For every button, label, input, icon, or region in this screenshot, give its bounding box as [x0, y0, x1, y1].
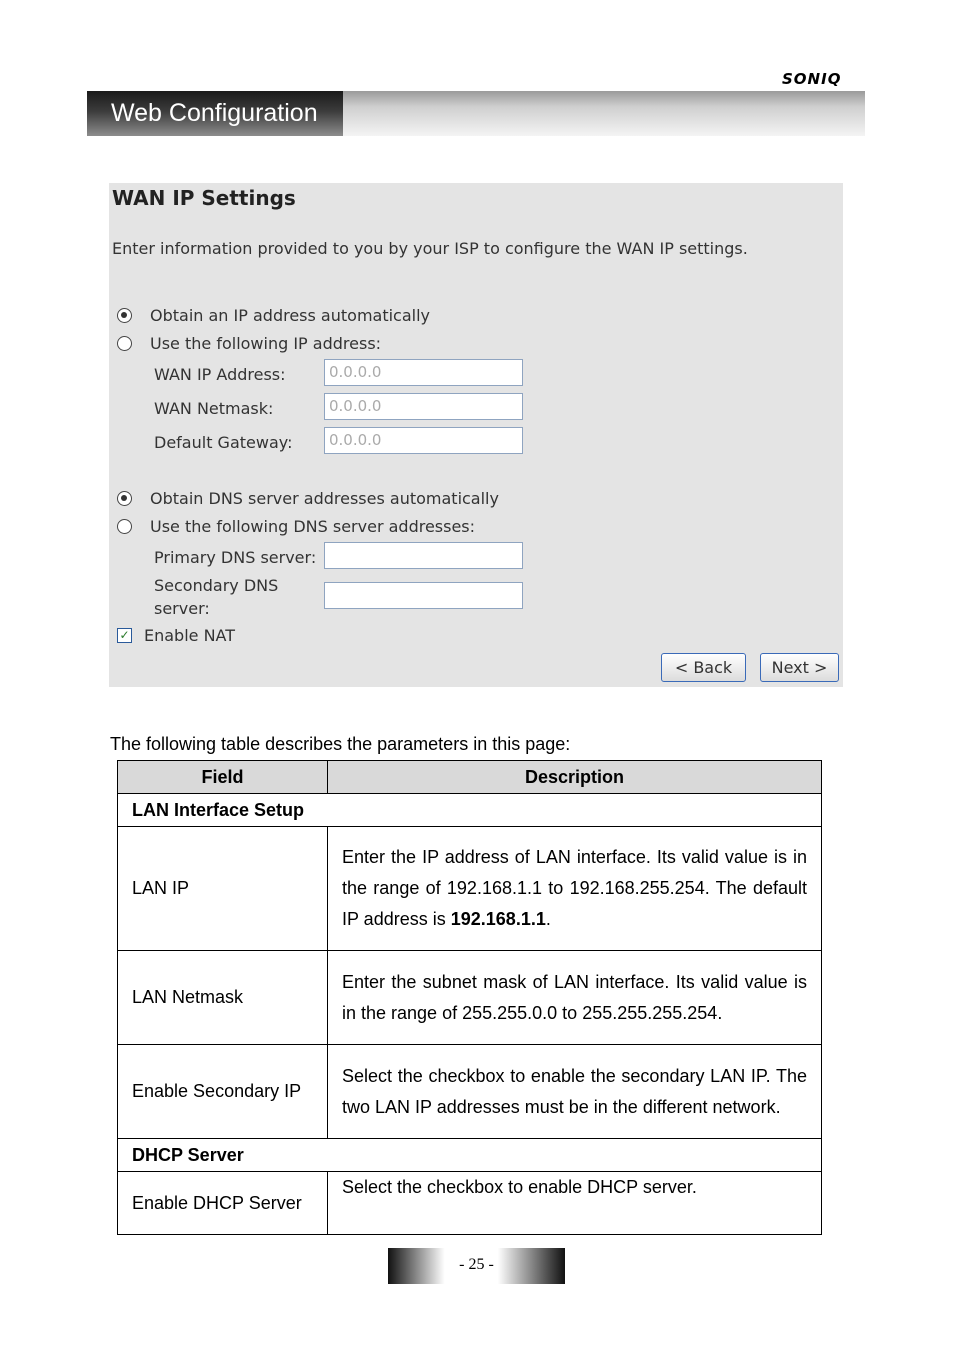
- wan-netmask-label: WAN Netmask:: [154, 399, 274, 418]
- dns-manual-option[interactable]: [117, 517, 475, 536]
- section-dhcp-server: DHCP Server: [118, 1139, 822, 1172]
- field-cell: Enable DHCP Server: [118, 1172, 328, 1235]
- primary-dns-field[interactable]: [324, 542, 523, 569]
- lan-ip-default: 192.168.1.1: [450, 909, 546, 929]
- enable-nat-option[interactable]: [117, 626, 235, 645]
- table-row: [118, 951, 822, 1045]
- section-row: [118, 794, 822, 827]
- dns-auto-label: Obtain DNS server addresses automatically: [150, 489, 499, 508]
- enable-nat-label: Enable NAT: [144, 626, 236, 645]
- table-row: [118, 1045, 822, 1139]
- field-header: Field: [118, 761, 328, 794]
- table-row: [118, 827, 822, 951]
- enable-nat-checkbox[interactable]: ✓: [117, 628, 132, 643]
- gateway-field[interactable]: 0.0.0.0: [324, 427, 523, 454]
- description-cell: Select the checkbox to enable the secondary LAN IP. The two LAN IP addresses must be in the different network.: [328, 1045, 822, 1139]
- table-intro: The following table describes the parameters in this page:: [110, 734, 571, 754]
- section-lan-interface: LAN Interface Setup: [118, 794, 822, 827]
- parameters-table: [117, 760, 822, 1235]
- dns-manual-radio[interactable]: [117, 519, 132, 534]
- dns-manual-label: Use the following DNS server addresses:: [150, 517, 476, 536]
- lan-ip-desc-end: .: [545, 909, 551, 929]
- wan-ip-label: WAN IP Address:: [154, 365, 286, 384]
- description-header: Description: [328, 761, 822, 794]
- screenshot-title: WAN IP Settings: [112, 186, 296, 210]
- ip-manual-label: Use the following IP address:: [150, 334, 382, 353]
- field-cell: LAN Netmask: [118, 951, 328, 1045]
- lan-ip-desc: Enter the IP address of LAN interface. Its valid value is in the range of 192.168.1.1 to 192.168.255.254. The default IP address is: [342, 847, 807, 929]
- ip-auto-radio[interactable]: [117, 308, 132, 323]
- ip-auto-option[interactable]: [117, 306, 430, 325]
- secondary-dns-label: Secondary DNS: [154, 576, 279, 595]
- ip-manual-radio[interactable]: [117, 336, 132, 351]
- wan-ip-settings-screenshot: [109, 183, 843, 687]
- wan-netmask-field[interactable]: 0.0.0.0: [324, 393, 523, 420]
- wan-ip-field[interactable]: 0.0.0.0: [324, 359, 523, 386]
- dns-auto-option[interactable]: [117, 489, 499, 508]
- section-title: Web Configuration: [111, 99, 318, 127]
- field-cell: LAN IP: [118, 827, 328, 951]
- gateway-label: Default Gateway:: [154, 433, 293, 452]
- secondary-dns-field[interactable]: [324, 582, 523, 609]
- page-number: - 25 -: [459, 1256, 494, 1273]
- brand-logo: SONIQ: [782, 70, 842, 88]
- secondary-dns-label-line2: server:: [154, 599, 210, 618]
- table-header-row: [118, 761, 822, 794]
- field-cell: Enable Secondary IP: [118, 1045, 328, 1139]
- description-cell: Select the checkbox to enable DHCP server.: [328, 1172, 822, 1235]
- primary-dns-label: Primary DNS server:: [154, 548, 317, 567]
- ip-manual-option[interactable]: [117, 334, 381, 353]
- ip-auto-label: Obtain an IP address automatically: [150, 306, 431, 325]
- description-cell: Enter the subnet mask of LAN interface. Its valid value is in the range of 255.255.0.0 to 255.255.255.254.: [328, 951, 822, 1045]
- screenshot-intro: Enter information provided to you by your ISP to configure the WAN IP settings.: [112, 239, 748, 258]
- table-row: [118, 1172, 822, 1235]
- dns-auto-radio[interactable]: [117, 491, 132, 506]
- next-button[interactable]: Next >: [760, 653, 839, 682]
- description-cell: [328, 827, 822, 951]
- back-button[interactable]: < Back: [661, 653, 746, 682]
- section-row: [118, 1139, 822, 1172]
